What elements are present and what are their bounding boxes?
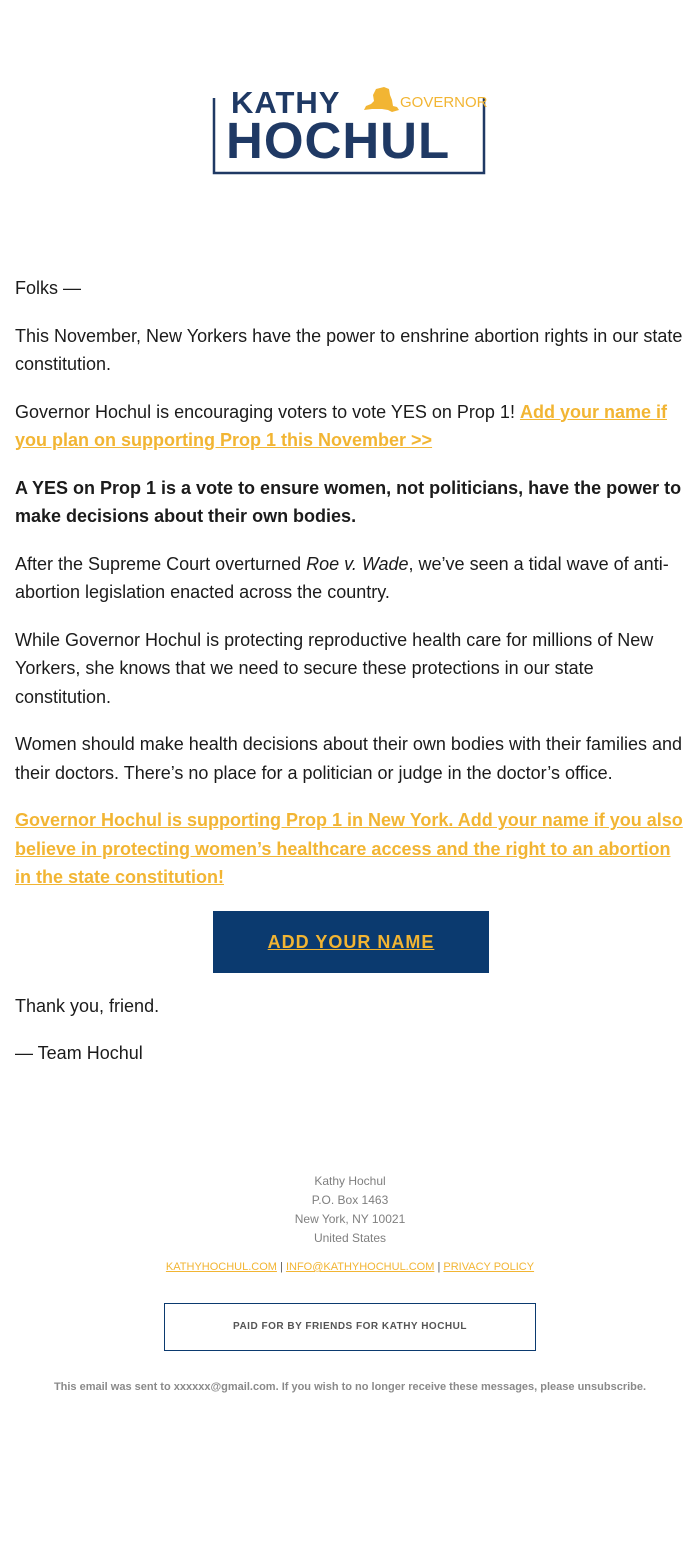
bold-statement: A YES on Prop 1 is a vote to ensure women, not politicians, have the power to make decisions about their own bodies.: [15, 477, 682, 526]
paragraph-bold: [15, 474, 687, 531]
email-body: [15, 274, 687, 1087]
email-footer: [0, 1172, 700, 1393]
website-link[interactable]: KATHYHOCHUL.COM: [165, 1261, 277, 1273]
roe-text-after: , we’ve seen a tidal wave of anti-abortion legislation enacted across the country.: [15, 553, 669, 602]
add-name-link[interactable]: Add your name if you plan on supporting Prop 1 this November >>: [15, 401, 667, 450]
address-line: New York, NY 10021: [294, 1212, 406, 1226]
logo-last-name: HOCHUL: [226, 112, 451, 169]
paragraph-women: Women should make health decisions about their own bodies with their families and their doctors. There’s no place for a politician or judge in the doctor’s office.: [15, 734, 683, 783]
cta-container: [15, 911, 687, 973]
roe-text-before: After the Supreme Court overturned: [15, 553, 307, 574]
roe-case-name: Roe v. Wade: [306, 553, 409, 574]
link-separator: |: [280, 1261, 283, 1273]
address-line: P.O. Box 1463: [311, 1193, 389, 1207]
add-your-name-button[interactable]: ADD YOUR NAME: [213, 911, 489, 973]
support-prop-link[interactable]: Governor Hochul is supporting Prop 1 in New York. Add your name if you also believe in protecting women’s healthcare access and the right to an abortion in the state constitution!: [15, 810, 683, 887]
mailing-address: [0, 1172, 700, 1248]
paragraph-encourage: [15, 398, 687, 455]
logo-title: GOVERNOR: [400, 94, 488, 111]
paragraph-roe: [15, 550, 687, 607]
paid-for-disclaimer: PAID FOR BY FRIENDS FOR KATHY HOCHUL: [164, 1303, 536, 1351]
logo-first-name: KATHY: [231, 85, 341, 120]
address-line: Kathy Hochul: [314, 1174, 386, 1188]
email-link[interactable]: INFO@KATHYHOCHUL.COM: [285, 1261, 435, 1273]
signature: — Team Hochul: [15, 1043, 143, 1063]
paragraph-support: [15, 806, 687, 892]
footer-links: [0, 1261, 700, 1273]
link-separator: |: [437, 1261, 441, 1273]
greeting: Folks —: [15, 278, 82, 298]
paragraph-protect: While Governor Hochul is protecting reproductive health care for millions of New Yorkers, she knows that we need to secure these protections in our state constitution.: [15, 629, 654, 707]
encourage-text: Governor Hochul is encouraging voters to vote YES on Prop 1!: [15, 401, 520, 422]
new-york-state-icon: [362, 86, 400, 114]
privacy-policy-link[interactable]: PRIVACY POLICY: [443, 1261, 535, 1273]
campaign-logo: [212, 86, 486, 175]
paragraph-intro: This November, New Yorkers have the power to enshrine abortion rights in our state constitution.: [15, 325, 683, 374]
address-line: United States: [313, 1231, 387, 1245]
unsubscribe-notice[interactable]: This email was sent to xxxxxx@gmail.com. If you wish to no longer receive these messages, please unsubscribe.: [53, 1381, 647, 1393]
closing: Thank you, friend.: [15, 995, 160, 1016]
